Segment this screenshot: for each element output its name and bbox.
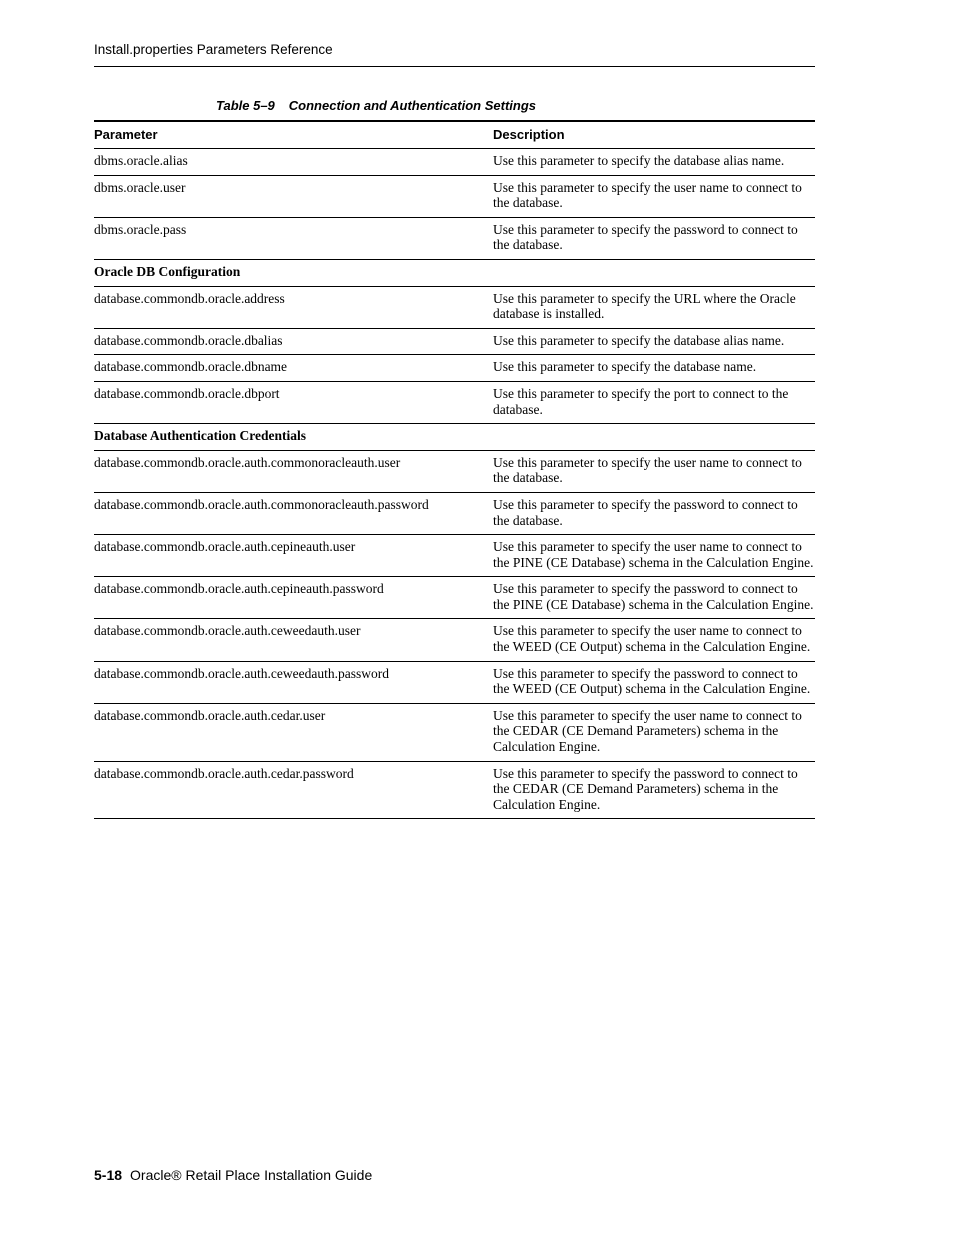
parameter-description: Use this parameter to specify the password to connect to the database. xyxy=(493,492,815,534)
table-row xyxy=(94,535,815,577)
parameter-name: database.commondb.oracle.auth.cedar.user xyxy=(94,703,493,761)
table-row xyxy=(94,149,815,176)
running-header: Install.properties Parameters Reference xyxy=(94,42,333,57)
parameter-description: Use this parameter to specify the database alias name. xyxy=(493,328,815,355)
table-row xyxy=(94,328,815,355)
parameter-description: Use this parameter to specify the port to connect to the database. xyxy=(493,381,815,423)
parameter-name: database.commondb.oracle.address xyxy=(94,286,493,328)
parameter-description: Use this parameter to specify the user name to connect to the CEDAR (CE Demand Parameters) schema in the Calculation Engine. xyxy=(493,703,815,761)
table-row xyxy=(94,577,815,619)
table-row xyxy=(94,355,815,382)
parameter-name: database.commondb.oracle.auth.cepineauth.password xyxy=(94,577,493,619)
column-header-parameter: Parameter xyxy=(94,121,493,149)
parameter-name: database.commondb.oracle.dbalias xyxy=(94,328,493,355)
parameter-name: dbms.oracle.user xyxy=(94,175,493,217)
page-number: 5-18 xyxy=(94,1167,123,1183)
section-row xyxy=(94,259,815,286)
table-row xyxy=(94,661,815,703)
section-row xyxy=(94,424,815,451)
table-row xyxy=(94,492,815,534)
parameter-description: Use this parameter to specify the password to connect to the database. xyxy=(493,217,815,259)
parameter-description: Use this parameter to specify the password to connect to the WEED (CE Output) schema in the Calculation Engine. xyxy=(493,661,815,703)
parameter-description xyxy=(493,259,815,286)
parameter-name: database.commondb.oracle.auth.cepineauth.user xyxy=(94,535,493,577)
parameter-name: database.commondb.oracle.auth.ceweedauth.user xyxy=(94,619,493,661)
table-number: Table 5–9 xyxy=(216,98,275,113)
table-row xyxy=(94,175,815,217)
table-caption xyxy=(216,98,536,113)
section-heading: Database Authentication Credentials xyxy=(94,424,493,451)
parameter-name: database.commondb.oracle.auth.ceweedauth.password xyxy=(94,661,493,703)
parameters-table xyxy=(94,120,815,819)
parameter-name: database.commondb.oracle.auth.commonoracleauth.user xyxy=(94,450,493,492)
table-row xyxy=(94,217,815,259)
parameter-name: database.commondb.oracle.dbname xyxy=(94,355,493,382)
table-row xyxy=(94,619,815,661)
book-title: Oracle® Retail Place Installation Guide xyxy=(130,1167,373,1183)
parameter-name: database.commondb.oracle.auth.commonoracleauth.password xyxy=(94,492,493,534)
parameter-description: Use this parameter to specify the password to connect to the PINE (CE Database) schema in the Calculation Engine. xyxy=(493,577,815,619)
parameter-description: Use this parameter to specify the database name. xyxy=(493,355,815,382)
table-body xyxy=(94,149,815,819)
parameter-description: Use this parameter to specify the user name to connect to the PINE (CE Database) schema in the Calculation Engine. xyxy=(493,535,815,577)
parameter-description: Use this parameter to specify the database alias name. xyxy=(493,149,815,176)
table-row xyxy=(94,761,815,819)
table-row xyxy=(94,450,815,492)
parameter-description xyxy=(493,424,815,451)
parameter-name: database.commondb.oracle.dbport xyxy=(94,381,493,423)
table-row xyxy=(94,286,815,328)
page-footer xyxy=(94,1167,372,1183)
table-row xyxy=(94,381,815,423)
table-row xyxy=(94,703,815,761)
table-header-row xyxy=(94,121,815,149)
parameter-name: dbms.oracle.pass xyxy=(94,217,493,259)
parameter-name: database.commondb.oracle.auth.cedar.password xyxy=(94,761,493,819)
section-heading: Oracle DB Configuration xyxy=(94,259,493,286)
parameter-description: Use this parameter to specify the password to connect to the CEDAR (CE Demand Parameters) schema in the Calculation Engine. xyxy=(493,761,815,819)
table-title: Connection and Authentication Settings xyxy=(288,98,537,113)
parameter-description: Use this parameter to specify the user name to connect to the database. xyxy=(493,450,815,492)
parameter-description: Use this parameter to specify the user name to connect to the WEED (CE Output) schema in the Calculation Engine. xyxy=(493,619,815,661)
parameter-description: Use this parameter to specify the URL where the Oracle database is installed. xyxy=(493,286,815,328)
parameter-description: Use this parameter to specify the user name to connect to the database. xyxy=(493,175,815,217)
header-rule xyxy=(94,66,815,67)
parameter-name: dbms.oracle.alias xyxy=(94,149,493,176)
column-header-description: Description xyxy=(493,121,815,149)
